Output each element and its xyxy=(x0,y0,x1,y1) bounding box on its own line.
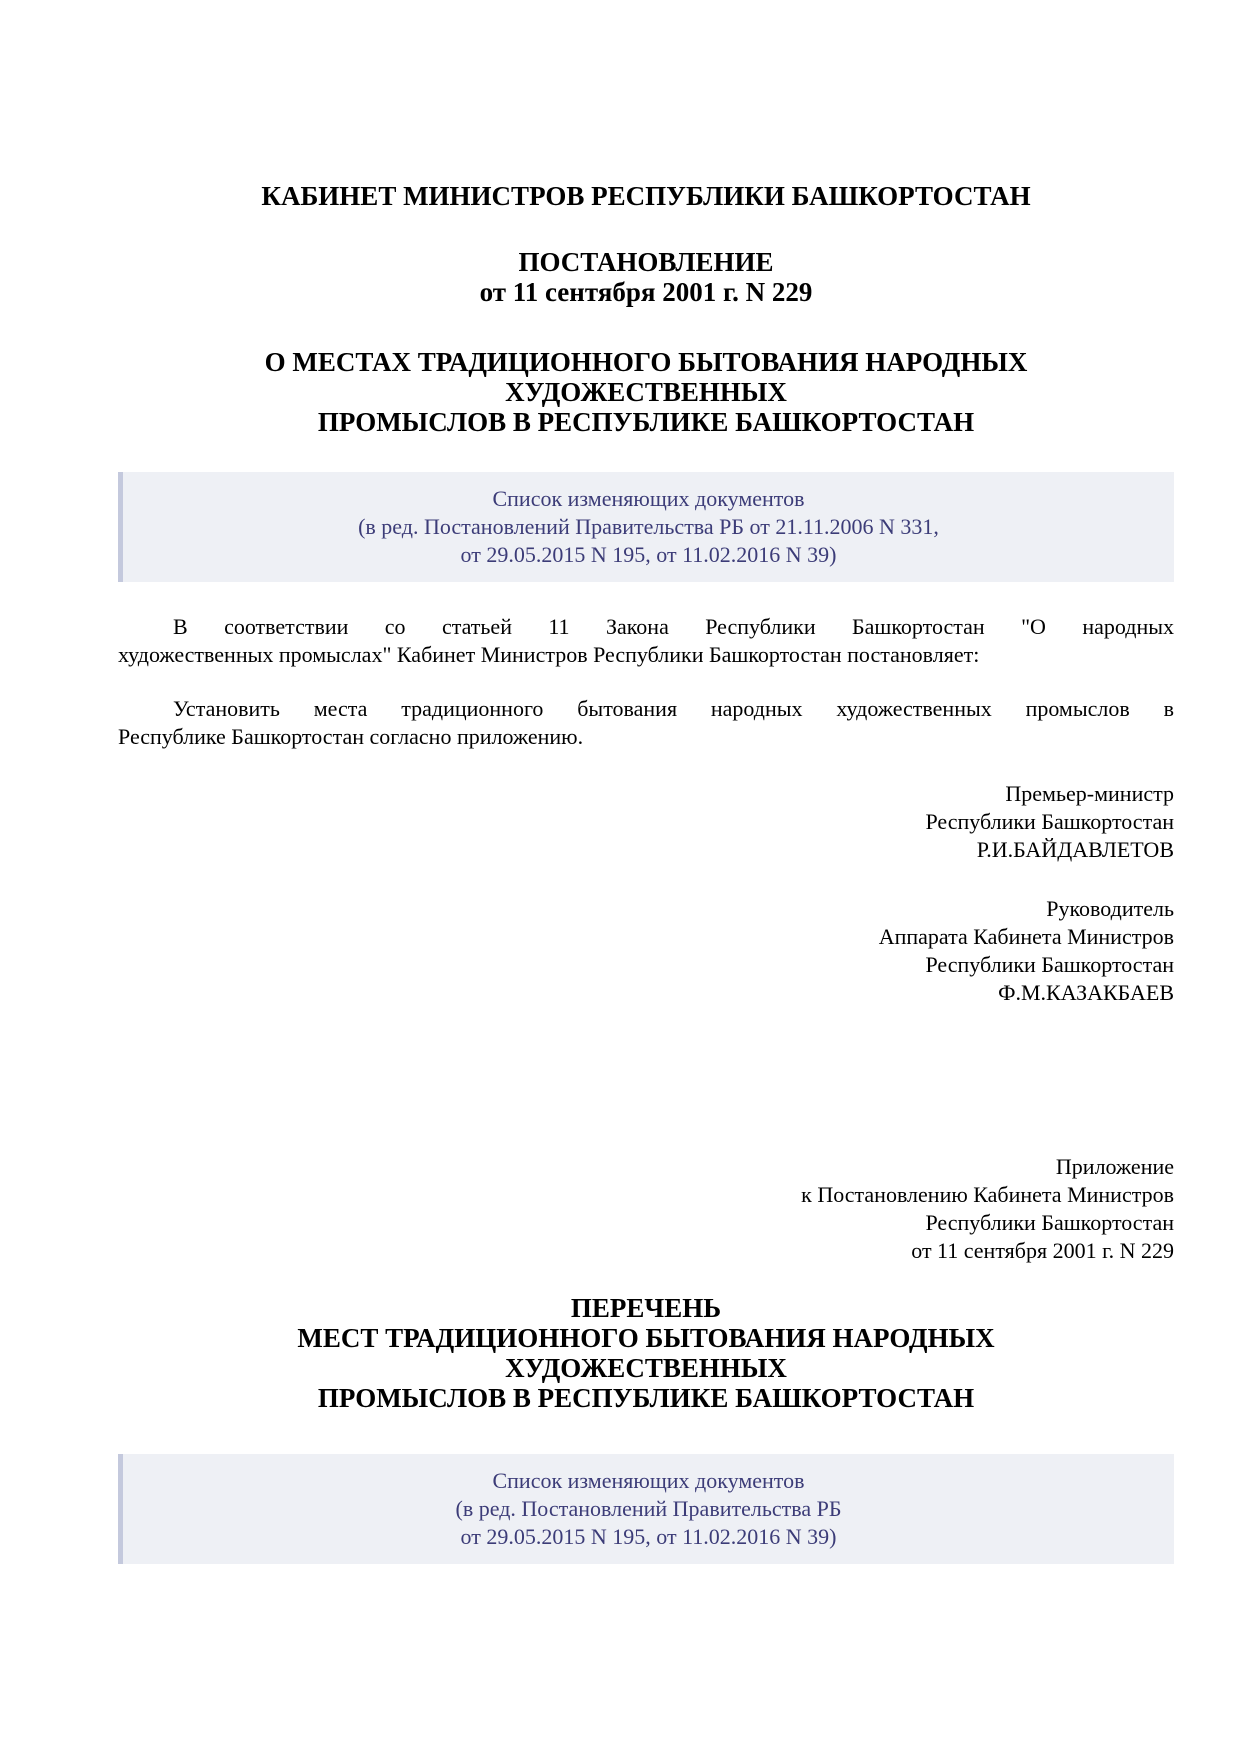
document-type-heading xyxy=(118,247,1174,307)
signature-line: Руководитель xyxy=(1046,896,1174,921)
signature-line: Ф.М.КАЗАКБАЕВ xyxy=(998,980,1174,1005)
amendments-line: от 29.05.2015 N 195, от 11.02.2016 N 39) xyxy=(460,542,837,567)
signature-line: Премьер-министр xyxy=(1005,781,1174,806)
amendments-line: Список изменяющих документов xyxy=(492,486,805,511)
signature-line: Республики Башкортостан xyxy=(925,809,1174,834)
amendments-notice xyxy=(118,472,1174,582)
amendments-line: (в ред. Постановлений Правительства РБ от 21.11.2006 N 331, xyxy=(358,514,939,539)
list-title xyxy=(118,1293,1174,1413)
document-title-line: ХУДОЖЕСТВЕННЫХ xyxy=(505,377,787,407)
document-title xyxy=(118,347,1174,437)
list-title-line: ПРОМЫСЛОВ В РЕСПУБЛИКЕ БАШКОРТОСТАН xyxy=(317,1383,975,1413)
signature-prime-minister xyxy=(118,780,1174,864)
appendix-line: к Постановлению Кабинета Министров xyxy=(801,1182,1174,1207)
paragraph-line: Республике Башкортостан согласно приложению. xyxy=(118,724,584,749)
issuer-heading xyxy=(118,181,1174,211)
signature-line: Республики Башкортостан xyxy=(925,952,1174,977)
document-title-line: ПРОМЫСЛОВ В РЕСПУБЛИКЕ БАШКОРТОСТАН xyxy=(317,407,975,437)
amendments-line: от 29.05.2015 N 195, от 11.02.2016 N 39) xyxy=(460,1524,837,1549)
signature-line: Р.И.БАЙДАВЛЕТОВ xyxy=(976,837,1174,862)
list-title-line: МЕСТ ТРАДИЦИОННОГО БЫТОВАНИЯ НАРОДНЫХ xyxy=(297,1323,995,1353)
document-title-line: О МЕСТАХ ТРАДИЦИОННОГО БЫТОВАНИЯ НАРОДНЫХ xyxy=(264,347,1028,377)
signature-line: Аппарата Кабинета Министров xyxy=(878,924,1174,949)
document-date-number: от 11 сентября 2001 г. N 229 xyxy=(479,277,813,307)
signature-chief-of-staff xyxy=(118,895,1174,1007)
appendix-line: Приложение xyxy=(1055,1154,1174,1179)
amendments-line: Список изменяющих документов xyxy=(492,1468,805,1493)
appendix-line: от 11 сентября 2001 г. N 229 xyxy=(911,1238,1174,1263)
list-title-line: ХУДОЖЕСТВЕННЫХ xyxy=(505,1353,787,1383)
appendix-reference xyxy=(118,1153,1174,1265)
paragraph-line: Установить места традиционного бытования народных художественных промыслов в xyxy=(173,696,1174,721)
amendments-line: (в ред. Постановлений Правительства РБ xyxy=(455,1496,842,1521)
issuer-name: КАБИНЕТ МИНИСТРОВ РЕСПУБЛИКИ БАШКОРТОСТАН xyxy=(261,181,1031,211)
resolution-paragraph xyxy=(118,695,1174,751)
preamble-paragraph xyxy=(118,613,1174,669)
paragraph-line: художественных промыслах" Кабинет Министров Республики Башкортостан постановляет: xyxy=(118,642,980,667)
list-amendments-notice xyxy=(118,1454,1174,1564)
appendix-line: Республики Башкортостан xyxy=(925,1210,1174,1235)
document-type: ПОСТАНОВЛЕНИЕ xyxy=(518,247,774,277)
paragraph-line: В соответствии со статьей 11 Закона Республики Башкортостан "О народных xyxy=(173,614,1174,639)
list-title-line: ПЕРЕЧЕНЬ xyxy=(570,1293,722,1323)
